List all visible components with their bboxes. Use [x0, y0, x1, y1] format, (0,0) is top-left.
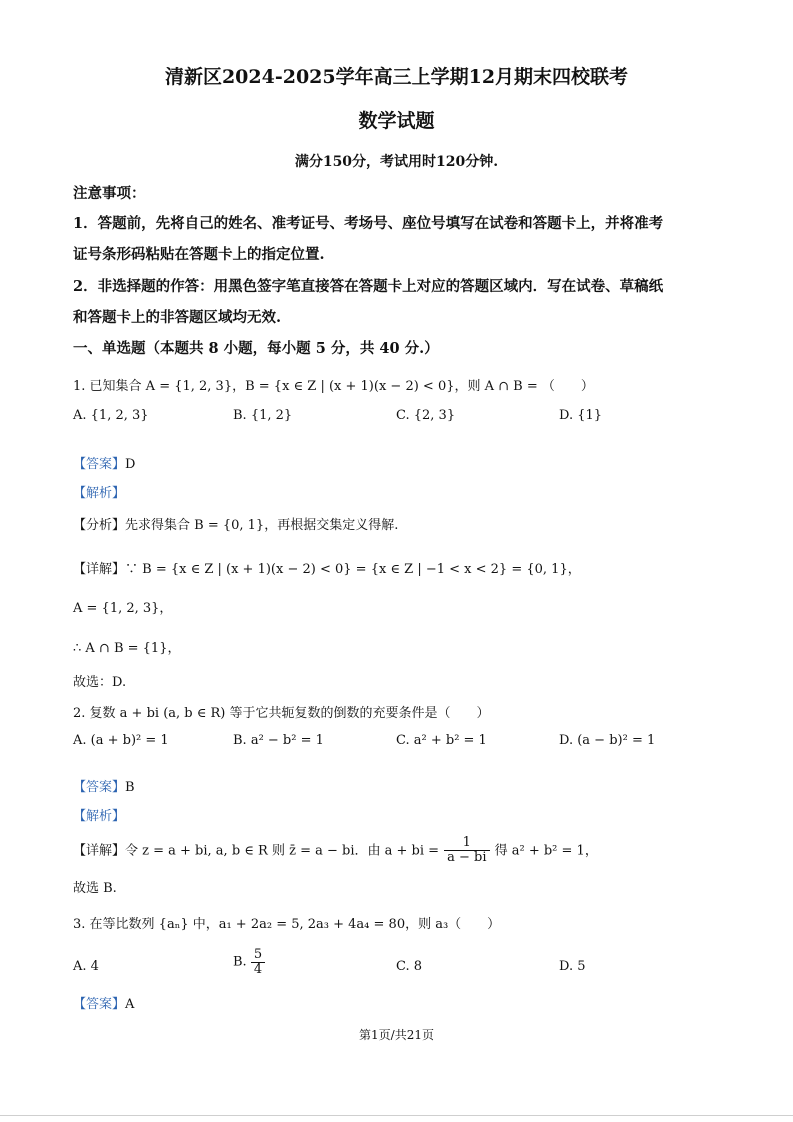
q3-option-b-fraction: [251, 948, 265, 976]
q1-detail-row: [73, 558, 581, 577]
q1-option-b: B. {1, 2}: [233, 408, 293, 423]
q2-frac-den: a − bi: [447, 849, 487, 865]
notice-item1-line2: 证号条形码粘贴在答题卡上的指定位置.: [73, 246, 325, 263]
q2-option-d: D. (a − b)² = 1: [559, 733, 656, 748]
fenxi-tag: 【分析】: [73, 518, 126, 533]
q3-option-b: [233, 948, 265, 976]
q2-answer-row: [73, 776, 135, 795]
q2-option-c: C. a² + b² = 1: [396, 733, 487, 748]
q2-detail-row: [73, 836, 598, 864]
q2-answer: B: [125, 780, 135, 795]
detail-tag: 【详解】: [73, 843, 126, 859]
q1-answer: D: [125, 457, 136, 472]
q3-b-num: 5: [251, 948, 265, 963]
q1-option-c: C. {2, 3}: [396, 408, 456, 423]
q2-stem: 2. 复数 a + bi (a, b ∈ R) 等于它共轭复数的倒数的充要条件是（ ）: [73, 706, 490, 721]
q3-option-d: D. 5: [559, 959, 586, 974]
answer-tag: 【答案】: [73, 457, 126, 472]
q2-frac-num: 1: [444, 836, 489, 851]
q2-analysis-tag: 【解析】: [73, 809, 126, 824]
answer-tag: 【答案】: [73, 780, 126, 795]
q3-option-b-prefix: B.: [233, 954, 247, 970]
q1-fenxi: 先求得集合 B = {0, 1}，再根据交集定义得解.: [125, 518, 399, 533]
q1-choose: 故选：D.: [73, 675, 127, 690]
q3-stem: 3. 在等比数列 {aₙ} 中，a₁ + 2a₂ = 5, 2a₃ + 4a₄ = 80，则 a₃（ ）: [73, 917, 501, 932]
q3-answer: A: [125, 997, 135, 1012]
q2-option-b: B. a² − b² = 1: [233, 733, 324, 748]
q3-option-c: C. 8: [396, 959, 423, 974]
q2-detail-a: 令 z = a + bi, a, b ∈ R 则 z̄ = a − bi．由 a + bi =: [125, 843, 440, 859]
notice-item1-line1: 1．答题前，先将自己的姓名、准考证号、考场号、座位号填写在试卷和答题卡上，并将准考: [73, 215, 664, 232]
q1-option-a: A. {1, 2, 3}: [73, 408, 149, 423]
notice-heading: 注意事项：: [73, 185, 146, 202]
q1-detail-2: A = {1, 2, 3}，: [73, 601, 173, 616]
q1-detail-3: ∴ A ∩ B = {1}，: [73, 641, 181, 656]
q3-option-a: A. 4: [73, 959, 99, 974]
exam-title: 清新区2024-2025学年高三上学期12月期末四校联考: [164, 66, 629, 88]
q1-stem: 1. 已知集合 A = {1, 2, 3}，B = {x ∈ Z | (x + 1)(x − 2) < 0}，则 A ∩ B = （ ）: [73, 379, 594, 394]
q1-analysis-tag: 【解析】: [73, 486, 126, 501]
notice-item2-line1: 2．非选择题的作答：用黑色签字笔直接答在答题卡上对应的答题区域内．写在试卷、草稿纸: [73, 278, 664, 295]
q2-choose: 故选 B.: [73, 881, 117, 896]
bottom-divider: [0, 1115, 793, 1116]
q3-b-den: 4: [253, 961, 263, 977]
exam-info: 满分150分，考试用时120分钟.: [294, 154, 499, 170]
page-footer: 第1页/共21页: [359, 1028, 434, 1042]
q1-answer-row: [73, 453, 135, 472]
q1-detail-1: ∵ B = {x ∈ Z | (x + 1)(x − 2) < 0} = {x ∈ Z | −1 < x < 2} = {0, 1}，: [125, 562, 581, 577]
q2-fraction: [444, 836, 489, 864]
q1-fenxi-row: [73, 514, 398, 533]
section-heading: 一、单选题（本题共 8 小题，每小题 5 分，共 40 分.）: [73, 340, 439, 357]
q1-option-d: D. {1}: [559, 408, 603, 423]
exam-subject: 数学试题: [358, 110, 435, 132]
answer-tag: 【答案】: [73, 997, 126, 1012]
q2-detail-b: 得 a² + b² = 1，: [494, 843, 598, 859]
q2-option-a: A. (a + b)² = 1: [73, 733, 169, 748]
q3-answer-row: [73, 993, 134, 1012]
detail-tag: 【详解】: [73, 562, 126, 577]
notice-item2-line2: 和答题卡上的非答题区域均无效.: [73, 309, 282, 326]
